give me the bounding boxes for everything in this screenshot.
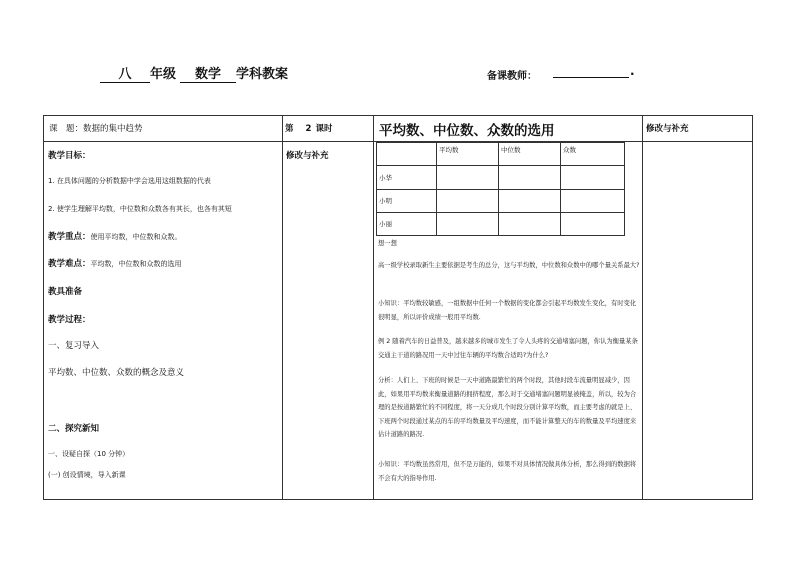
lesson-title: 平均数、中位数、众数的选用: [379, 123, 555, 139]
paragraph-analysis: 分析：人们上、下班的时候是一天中道路最繁忙的两个时段，其他时段车流量明显减少，因此，如果用平均数来衡量道路的拥挤程度，那么对于交通堵塞问题明显被掩盖，所以，较为合理的是按道路繁忙的不同程度，将一天分成几个时段分别计算平均数，而主要考虑的就是上、下班两个时段通过某点的车的平均数量及平均速度，而不能计算整天的车的数量及平均速度来估计道路的路况.: [378, 377, 637, 438]
sub-section-1: 一、设疑自探（10 分钟）: [48, 450, 130, 458]
score-cell[interactable]: [437, 166, 499, 189]
score-row: [377, 189, 625, 212]
score-cell[interactable]: [561, 189, 625, 212]
score-table: [376, 142, 625, 236]
score-cell[interactable]: [561, 212, 625, 235]
teacher-end: .: [630, 64, 635, 78]
key-points: [48, 232, 182, 243]
score-row: [377, 212, 625, 235]
paragraph-tip-2: 小知识：平均数虽然常用，但不是万能的，如果不对具体情况做具体分析，那么得到的数据将不会有大的指导作用.: [378, 461, 637, 482]
score-row: [377, 166, 625, 189]
teacher-label: 备课教师：: [487, 71, 537, 82]
lesson-number-cell: [283, 116, 374, 142]
sub-section-2: (一) 创设情境，导入新课: [48, 471, 126, 479]
score-cell[interactable]: [437, 189, 499, 212]
difficulty-points: [48, 259, 182, 270]
right-notes-cell: [643, 142, 753, 500]
lesson-number: 2: [305, 124, 312, 134]
prep-label: 教具准备: [48, 287, 83, 297]
difficulty-label: 教学难点：: [48, 259, 91, 269]
revise-header-cell: [643, 116, 753, 142]
lesson-prefix: 第: [285, 124, 294, 134]
score-cell[interactable]: [561, 166, 625, 189]
student-name: 小丽: [377, 212, 437, 235]
score-header-cell: 平均数: [437, 143, 499, 166]
paragraph-question: 高一级学校录取新生主要依据是考生的总分，这与平均数，中位数和众数中的哪个量关系最大?: [378, 262, 640, 269]
section-1-text: 平均数、中位数、众数的概念及意义: [48, 368, 185, 378]
section-2: 二、探究新知: [48, 424, 100, 434]
score-cell[interactable]: [437, 212, 499, 235]
grade-value: 八: [100, 68, 150, 83]
middle-notes-cell: [283, 142, 374, 500]
objective-2: 2. 使学生理解平均数，中位数和众数各有其长，也各有其短: [48, 205, 232, 213]
lesson-suffix: 课时: [315, 124, 333, 134]
title-suffix: 学科教案: [236, 67, 289, 82]
student-name: 小华: [377, 166, 437, 189]
objective-1: 1. 在具体问题的分析数据中学会选用这组数据的代表: [48, 177, 211, 185]
subject-value: 数学: [180, 68, 236, 83]
teacher-value[interactable]: [553, 64, 629, 78]
paragraph-tip-1: 小知识：平均数较敏感，一组数据中任何一个数据的变化都会引起平均数发生变化，有时变化很明显，所以评价成绩一般用平均数.: [378, 300, 637, 321]
score-cell[interactable]: [499, 212, 561, 235]
topic-label: 课 题：: [49, 124, 84, 134]
objectives-label: 教学目标：: [48, 151, 91, 161]
lesson-title-cell: [374, 116, 643, 142]
process-label: 教学过程：: [48, 315, 91, 325]
teacher-field: [487, 67, 537, 82]
key-text: 使用平均数，中位数和众数。: [90, 233, 182, 241]
middle-revise-label: 修改与补充: [286, 151, 329, 161]
score-cell[interactable]: [499, 189, 561, 212]
grade-suffix: 年级: [150, 67, 177, 82]
score-header-cell: 众数: [561, 143, 625, 166]
section-1: 一、复习导入: [48, 341, 100, 351]
paragraph-example: 例 2 随着汽车的日益普及，越来越多的城市发生了令人头疼的交通堵塞问题，你认为衡量某条交通主干道的路况用一天中过往车辆的平均数合适吗?为什么?: [378, 338, 638, 359]
score-table-header: [377, 143, 625, 166]
student-name: 小明: [377, 189, 437, 212]
key-label: 教学重点：: [48, 232, 91, 242]
revise-header: 修改与补充: [646, 124, 689, 134]
topic-value: 数据的集中趋势: [83, 124, 143, 134]
difficulty-text: 平均数，中位数和众数的选用: [90, 260, 182, 268]
score-header-cell: 中位数: [499, 143, 561, 166]
doc-header: [100, 63, 288, 83]
score-cell[interactable]: [499, 166, 561, 189]
think-label: 想一想: [378, 240, 397, 247]
score-header-cell: [377, 143, 437, 166]
topic-cell: [44, 116, 283, 142]
